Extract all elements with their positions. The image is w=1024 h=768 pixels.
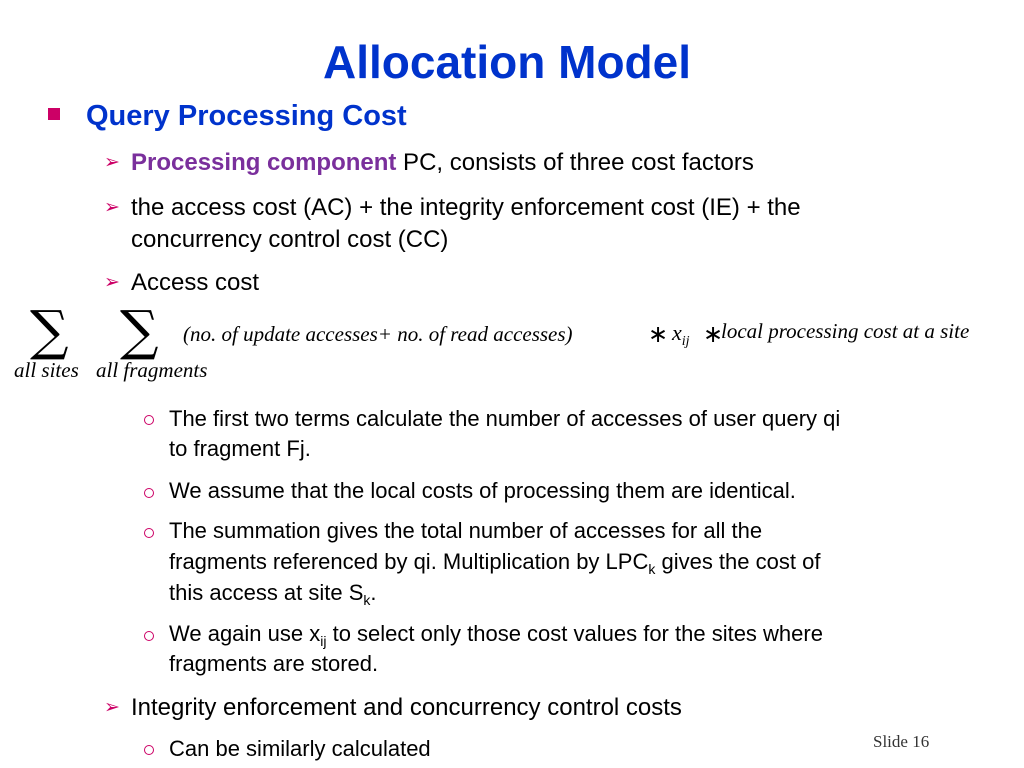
text-span: .	[370, 580, 377, 605]
processing-component-label: Processing component	[131, 149, 397, 176]
formula-multiply: ∗	[648, 322, 669, 348]
sigma-symbol: ∑	[120, 299, 159, 362]
circle-bullet-icon	[144, 488, 154, 498]
text-span: fragments referenced by qi. Multiplication by LPC	[169, 549, 649, 574]
subscript: ij	[320, 633, 327, 649]
slide-title: Allocation Model	[323, 36, 691, 88]
subscript: k	[648, 561, 656, 577]
sub-bullet-text	[169, 578, 377, 608]
bullet-text: PC, consists of three cost factors	[396, 149, 754, 176]
formula-sum-label-fragments: all fragments	[96, 358, 208, 382]
formula-multiply: ∗	[703, 322, 724, 348]
x-symbol: x	[672, 320, 682, 345]
sub-bullet-text	[169, 619, 823, 649]
text-span: We again use x	[169, 621, 321, 646]
circle-bullet-icon	[144, 415, 154, 425]
sub-bullet-text	[169, 547, 820, 577]
sub-bullet-text: to fragment Fj.	[169, 436, 311, 461]
sub-bullet-text: fragments are stored.	[169, 651, 379, 676]
bullet-processing-component	[131, 147, 754, 179]
sub-bullet-text: Can be similarly calculated	[169, 736, 431, 761]
heading-query-processing-cost: Query Processing Cost	[86, 100, 407, 132]
arrow-bullet-icon: ➢	[104, 152, 120, 173]
bullet-access-cost: Access cost	[131, 269, 260, 296]
text-span: to select only those cost values for the sites where	[326, 621, 823, 646]
formula-sum-label-sites: all sites	[14, 358, 79, 382]
arrow-bullet-icon: ➢	[104, 697, 120, 718]
bullet-text: concurrency control cost (CC)	[131, 226, 449, 253]
formula-tail: local processing cost at a site	[721, 319, 970, 343]
slide-number: Slide 16	[873, 732, 930, 751]
sub-bullet-text: The summation gives the total number of accesses for all the	[169, 518, 763, 543]
square-bullet-icon	[48, 108, 60, 120]
text-span: this access at site S	[169, 580, 364, 605]
subscript: k	[363, 592, 371, 608]
sigma-symbol: ∑	[30, 299, 69, 362]
circle-bullet-icon	[144, 745, 154, 755]
arrow-bullet-icon: ➢	[104, 272, 120, 293]
sub-bullet-text: The first two terms calculate the number of accesses of user query qi	[169, 406, 841, 431]
bullet-text: the access cost (AC) + the integrity enforcement cost (IE) + the	[131, 194, 801, 221]
formula-x-ij	[672, 320, 690, 349]
circle-bullet-icon	[144, 631, 154, 641]
circle-bullet-icon	[144, 528, 154, 538]
bullet-integrity: Integrity enforcement and concurrency control costs	[131, 694, 682, 721]
formula-expression: (no. of update accesses+ no. of read accesses)	[183, 322, 573, 346]
sub-bullet-text: We assume that the local costs of processing them are identical.	[169, 478, 796, 503]
x-subscript: ij	[681, 334, 690, 349]
text-span: gives the cost of	[655, 549, 821, 574]
arrow-bullet-icon: ➢	[104, 197, 120, 218]
